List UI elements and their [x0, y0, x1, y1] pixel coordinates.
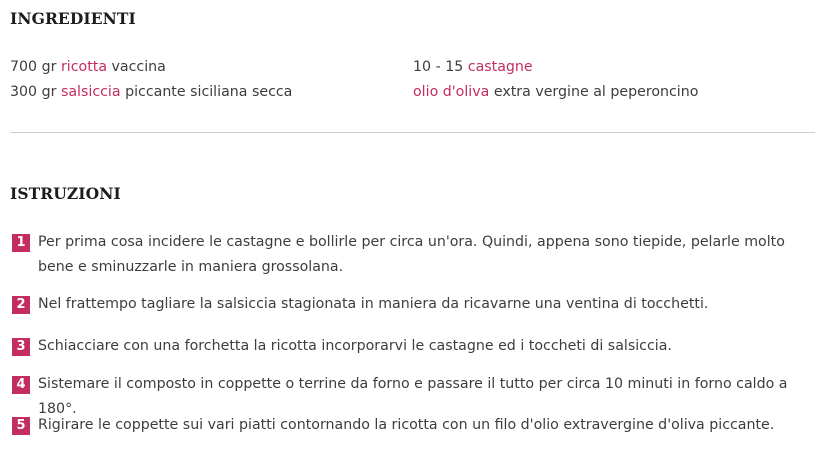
ingredient-item — [413, 80, 698, 105]
step-number-badge: 1 — [12, 234, 30, 252]
ingredient-link-ricotta[interactable]: ricotta — [60, 59, 108, 75]
ingredients-heading: INGREDIENTI — [10, 9, 136, 28]
step-number-badge: 3 — [12, 338, 30, 356]
ingredients-column-left — [10, 55, 292, 105]
ingredient-item — [413, 55, 698, 80]
ingredient-quantity: 300 gr — [10, 84, 61, 100]
instruction-step — [12, 230, 812, 280]
ingredient-quantity: 10 - 15 — [413, 59, 468, 75]
step-number-badge: 4 — [12, 376, 30, 394]
step-text: Schiacciare con una forchetta la ricotta incorporarvi le castagne ed i toccheti di salsiccia. — [38, 338, 672, 354]
ingredient-description: vaccina — [107, 59, 166, 75]
ingredients-column-right — [413, 55, 698, 105]
step-text: Sistemare il composto in coppette o terrine da forno e passare il tutto per circa 10 minuti in forno caldo a 180°. — [38, 376, 788, 417]
ingredient-quantity: 700 gr — [10, 59, 61, 75]
step-text: Per prima cosa incidere le castagne e bollirle per circa un'ora. Quindi, appena sono tiepide, pelarle molto bene e sminuzzarle in maniera grossolana. — [38, 234, 785, 275]
ingredient-description: piccante siciliana secca — [120, 84, 293, 100]
instructions-heading: ISTRUZIONI — [10, 184, 121, 203]
ingredient-description: extra vergine al peperoncino — [489, 84, 699, 100]
ingredient-item — [10, 80, 292, 105]
step-text: Nel frattempo tagliare la salsiccia stagionata in maniera da ricavarne una ventina di tocchetti. — [38, 296, 709, 312]
instruction-step — [12, 292, 812, 317]
step-text: Rigirare le coppette sui vari piatti contornando la ricotta con un filo d'olio extravergine d'oliva piccante. — [38, 417, 775, 433]
instruction-step — [12, 413, 812, 438]
ingredient-item — [10, 55, 292, 80]
step-number-badge: 5 — [12, 417, 30, 435]
ingredient-link-salsiccia[interactable]: salsiccia — [60, 84, 121, 100]
ingredient-link-olio[interactable]: olio d'oliva — [413, 84, 490, 100]
instruction-step — [12, 334, 812, 359]
step-number-badge: 2 — [12, 296, 30, 314]
section-divider — [10, 132, 815, 133]
ingredient-link-castagne[interactable]: castagne — [467, 59, 533, 75]
